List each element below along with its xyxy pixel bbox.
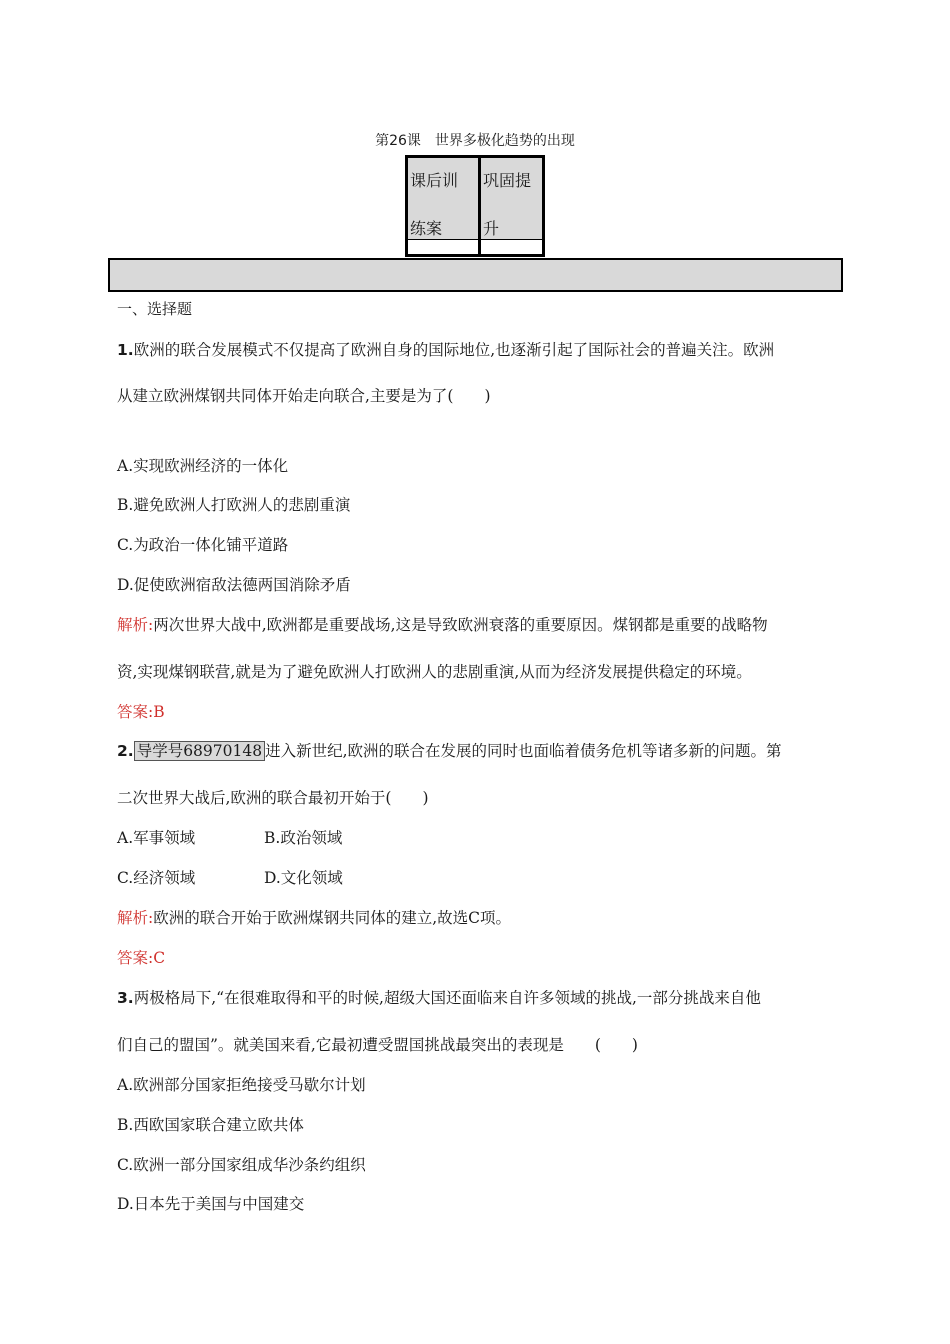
q1-analysis-line1 (117, 613, 768, 635)
q2-answer-label: 答案: (117, 949, 154, 967)
label-cell-right (481, 158, 542, 254)
label-cell-left-line2: 练案 (410, 219, 443, 238)
q2-analysis-text1: 欧洲的联合开始于欧洲煤钢共同体的建立,故选C项。 (153, 909, 512, 927)
q2-analysis-line1 (117, 906, 511, 928)
header-banner (108, 258, 843, 292)
q3-number: 3. (117, 989, 134, 1007)
q2-number: 2. (117, 742, 134, 760)
q1-option-a: A.实现欧洲经济的一体化 (117, 457, 289, 475)
q2-stem-text1: 进入新世纪,欧洲的联合在发展的同时也面临着债务危机等诸多新的问题。第 (265, 742, 782, 760)
label-cell-right-footer (481, 239, 542, 254)
q2-answer (117, 946, 165, 968)
q1-answer-label: 答案: (117, 703, 154, 721)
label-cell-left-line1: 课后训 (410, 171, 459, 190)
q1-answer (117, 700, 165, 722)
q3-stem-line2: 们自己的盟国”。就美国来看,它最初遭受盟国挑战最突出的表现是 ( ) (117, 1036, 638, 1054)
q3-option-b: B.西欧国家联合建立欧共体 (117, 1116, 304, 1134)
q2-option-a: A.军事领域 (117, 829, 196, 847)
label-cell-right-line2: 升 (483, 219, 500, 238)
q2-answer-value: C (153, 949, 166, 967)
label-cell-left (408, 158, 478, 254)
q1-stem-line1 (117, 338, 774, 360)
lesson-title: 第26课 世界多极化趋势的出现 (375, 133, 575, 149)
q2-option-d: D.文化领域 (264, 869, 343, 887)
q1-number: 1. (117, 341, 134, 359)
q1-stem-text1: 欧洲的联合发展模式不仅提高了欧洲自身的国际地位,也逐渐引起了国际社会的普遍关注。欧洲 (133, 341, 775, 359)
q3-stem-text1: 两极格局下,“在很难取得和平的时候,超级大国还面临来自许多领域的挑战,一部分挑战来自他 (133, 989, 761, 1007)
label-cell-left-footer (408, 239, 478, 254)
lesson-label-box (405, 155, 545, 257)
q3-option-d: D.日本先于美国与中国建交 (117, 1195, 305, 1213)
q1-answer-value: B (153, 703, 165, 721)
q1-analysis-line2: 资,实现煤钢联营,就是为了避免欧洲人打欧洲人的悲剧重演,从而为经济发展提供稳定的环境。 (117, 663, 752, 681)
q2-option-b: B.政治领域 (264, 829, 343, 847)
q2-guide-tag[interactable]: 导学号68970148 (134, 741, 265, 761)
q1-analysis-label: 解析: (117, 616, 154, 634)
q2-options-row2 (117, 866, 343, 888)
q3-stem-line1 (117, 986, 761, 1008)
section-title: 一、选择题 (117, 300, 193, 318)
q1-option-b: B.避免欧洲人打欧洲人的悲剧重演 (117, 496, 351, 514)
q2-analysis-label: 解析: (117, 909, 154, 927)
q2-option-c: C.经济领域 (117, 869, 196, 887)
q1-stem-line2: 从建立欧洲煤钢共同体开始走向联合,主要是为了( ) (117, 387, 491, 405)
q2-stem-line2: 二次世界大战后,欧洲的联合最初开始于( ) (117, 789, 429, 807)
q2-stem-line1 (117, 739, 782, 761)
q1-option-c: C.为政治一体化铺平道路 (117, 536, 289, 554)
label-cell-right-line1: 巩固提 (483, 171, 532, 190)
q3-option-a: A.欧洲部分国家拒绝接受马歇尔计划 (117, 1076, 366, 1094)
q1-analysis-text1: 两次世界大战中,欧洲都是重要战场,这是导致欧洲衰落的重要原因。煤钢都是重要的战略物 (153, 616, 768, 634)
q1-option-d: D.促使欧洲宿敌法德两国消除矛盾 (117, 576, 351, 594)
q3-option-c: C.欧洲一部分国家组成华沙条约组织 (117, 1156, 366, 1174)
q2-options-row1 (117, 826, 343, 848)
